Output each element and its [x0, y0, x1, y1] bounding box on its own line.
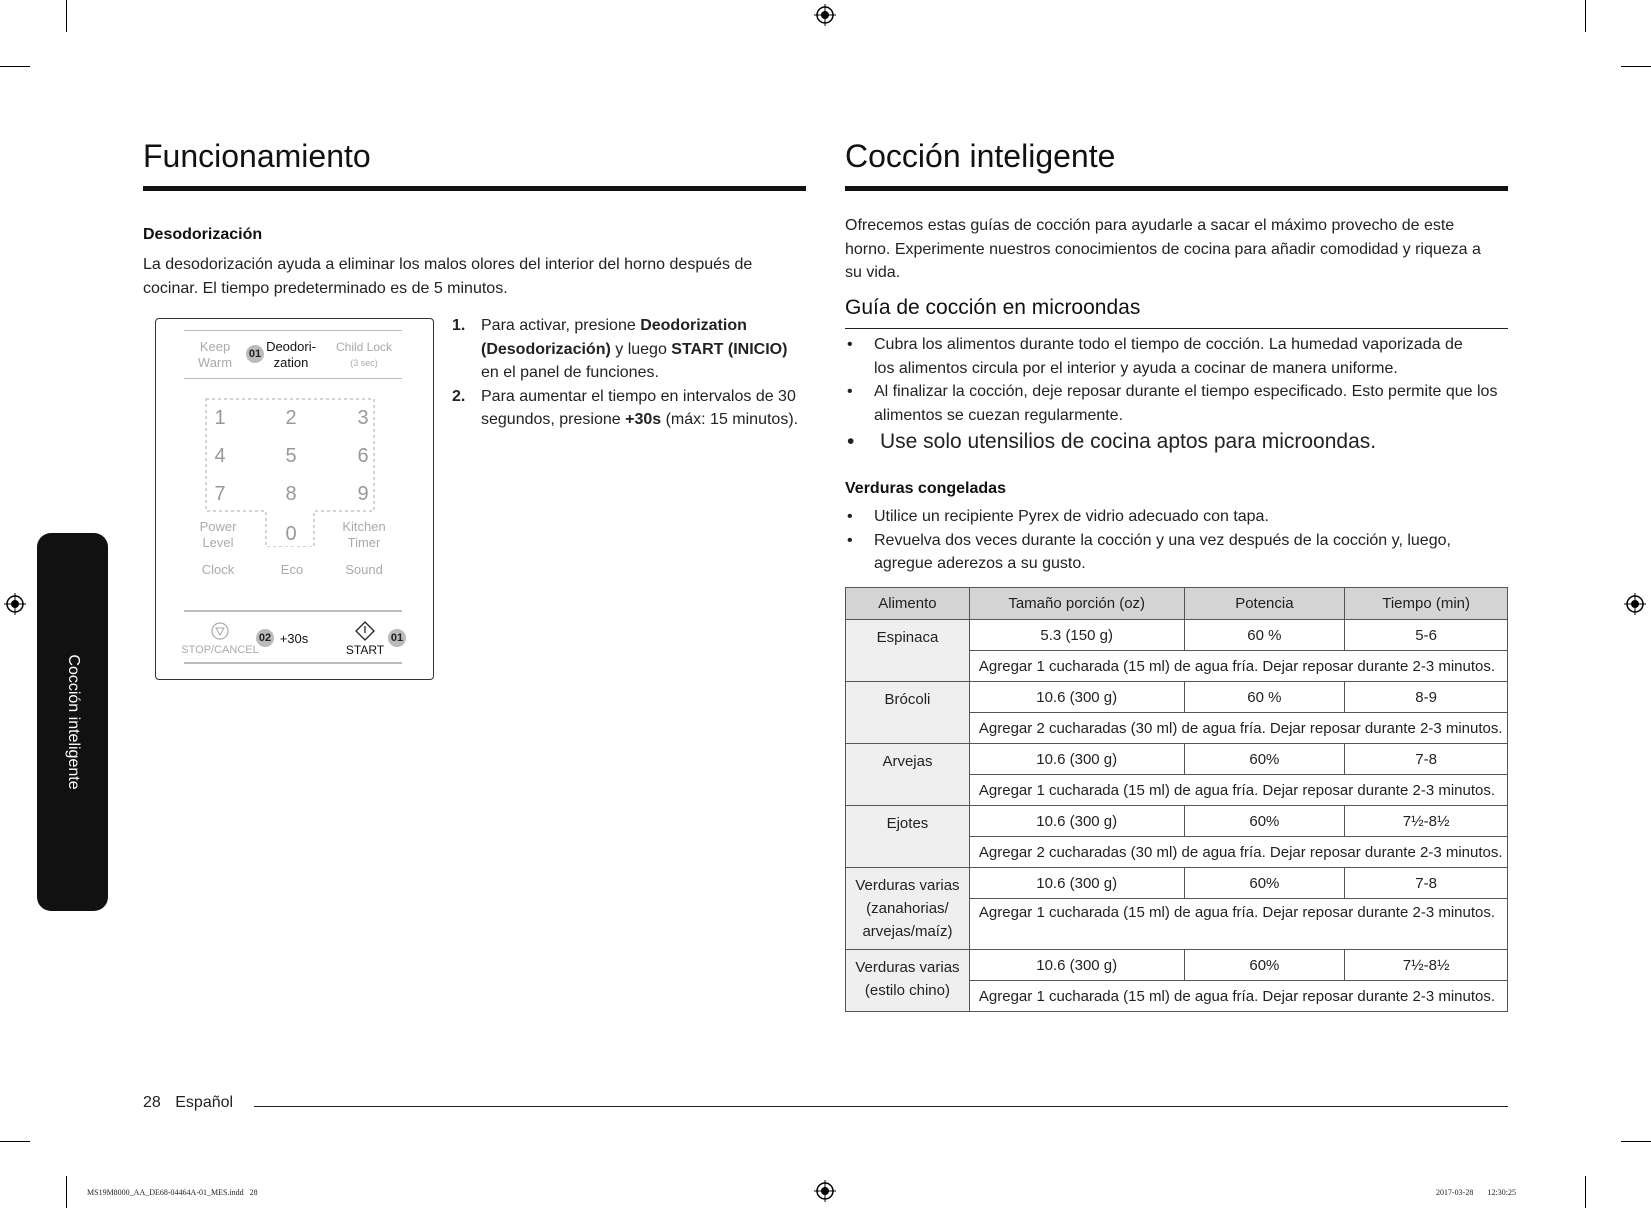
keep-warm-line: Keep — [199, 339, 231, 354]
registration-mark-icon — [814, 4, 836, 26]
size-cell: 10.6 (300 g) — [969, 806, 1184, 837]
step-number: 1. — [452, 317, 466, 334]
print-slug-right: 2017-03-28 ￿ 12:30:25 — [1436, 1188, 1516, 1197]
bullet-item: • Use solo utensilios de cocina aptos para microondas. — [845, 427, 1508, 457]
key-1[interactable]: 1 — [214, 407, 226, 429]
column-header: Alimento — [846, 588, 970, 620]
deodorization-line: Deodori- — [266, 339, 316, 354]
time-cell: 8-9 — [1345, 682, 1508, 713]
note-cell: Agregar 1 cucharada (15 ml) de agua fría. Dejar reposar durante 2-3 minutos. — [969, 899, 1507, 950]
title-rule — [143, 186, 806, 191]
column-header: Potencia — [1184, 588, 1345, 620]
intro-line: La desodorización ayuda a eliminar los malos olores del interior del horno después de — [143, 256, 753, 273]
power-level-line: Level — [202, 535, 234, 550]
deodorization-button[interactable] — [262, 339, 320, 371]
key-2[interactable]: 2 — [285, 407, 297, 429]
frozen-heading: Verduras congeladas — [845, 480, 1006, 497]
key-8[interactable]: 8 — [285, 483, 297, 505]
step-text-bold: Deodorization (Desodorización) — [481, 317, 747, 358]
food-cell: Brócoli — [846, 682, 970, 744]
column-header: Tamaño porción (oz) — [969, 588, 1184, 620]
intro-line: horno. Experimente nuestros conocimientos de cocina para añadir comodidad y riqueza a — [845, 240, 1481, 258]
step-text-bold: START (INICIO) — [671, 340, 788, 358]
child-lock-sub: (3 sec) — [350, 358, 378, 368]
power-cell: 60% — [1184, 868, 1345, 899]
key-0[interactable]: 0 — [285, 523, 297, 545]
step-number: 2. — [452, 387, 466, 405]
table-row — [846, 744, 1508, 775]
intro-line: cocinar. El tiempo predeterminado es de 5 minutos. — [143, 279, 508, 297]
clock-button[interactable]: Clock — [201, 562, 235, 577]
steps-list — [452, 314, 806, 432]
registration-mark-icon — [4, 593, 26, 615]
crop-mark — [1585, 1176, 1586, 1208]
bullet-item: • Al finalizar la cocción, deje reposar durante el tiempo especificado. Esto permite que los alimentos se cuezan regularmente. — [845, 380, 1508, 427]
kitchen-timer-line: Timer — [347, 535, 381, 550]
bullet-item: • Utilice un recipiente Pyrex de vidrio adecuado con tapa. — [845, 505, 1508, 529]
note-cell: Agregar 1 cucharada (15 ml) de agua fría. Dejar reposar durante 2-3 minutos. — [969, 981, 1507, 1012]
time-cell: 5-6 — [1345, 620, 1508, 651]
page-title-right: Cocción inteligente — [845, 138, 1116, 174]
footer-language: Español — [175, 1094, 234, 1111]
start-icon — [355, 621, 375, 641]
footer — [143, 1094, 233, 1112]
note-cell: Agregar 2 cucharadas (30 ml) de agua fría. Dejar reposar durante 2-3 minutos. — [969, 713, 1507, 744]
power-cell: 60% — [1184, 806, 1345, 837]
page-number: 28 — [143, 1094, 161, 1111]
power-cell: 60% — [1184, 744, 1345, 775]
crop-mark — [1621, 1141, 1651, 1142]
crop-mark — [66, 1176, 67, 1208]
intro-paragraph — [143, 253, 806, 300]
kitchen-timer-button[interactable] — [328, 519, 400, 551]
step-text: Para activar, presione — [481, 317, 641, 334]
crop-mark — [0, 1141, 30, 1142]
guide-bullets — [845, 333, 1508, 457]
step-item — [452, 314, 806, 385]
guide-heading: Guía de cocción en microondas — [845, 296, 1141, 319]
eco-button[interactable]: Eco — [280, 562, 304, 577]
key-6[interactable]: 6 — [357, 445, 369, 467]
start-button[interactable]: START — [345, 643, 385, 657]
footer-rule — [254, 1106, 1508, 1107]
heading-rule — [845, 328, 1508, 329]
intro-line: Ofrecemos estas guías de cocción para ayudarle a sacar el máximo provecho de este — [845, 217, 1455, 234]
food-cell: Ejotes — [846, 806, 970, 868]
key-9[interactable]: 9 — [357, 483, 369, 505]
table-row — [846, 806, 1508, 837]
bullet-item: • Revuelva dos veces durante la cocción y una vez después de la cocción y, luego, agregue aderezos a su gusto. — [845, 529, 1508, 576]
table-header-row — [846, 588, 1508, 620]
size-cell: 5.3 (150 g) — [969, 620, 1184, 651]
food-cell: Verduras varias (estilo chino) — [846, 950, 970, 1012]
crop-mark — [1621, 66, 1651, 67]
plus30-button[interactable]: +30s — [279, 631, 309, 646]
step-item — [452, 385, 806, 432]
keep-warm-line: Warm — [197, 355, 233, 370]
power-cell: 60 % — [1184, 682, 1345, 713]
deodorization-line: zation — [273, 355, 309, 370]
crop-mark — [1585, 0, 1586, 32]
table-row — [846, 620, 1508, 651]
sound-button[interactable]: Sound — [345, 562, 383, 577]
table-row — [846, 682, 1508, 713]
note-cell: Agregar 1 cucharada (15 ml) de agua fría. Dejar reposar durante 2-3 minutos. — [969, 775, 1507, 806]
page-title-left: Funcionamiento — [143, 138, 371, 174]
title-rule — [845, 186, 1508, 191]
control-panel-illustration — [155, 318, 434, 680]
time-cell: 7½-8½ — [1345, 806, 1508, 837]
food-cell: Espinaca — [846, 620, 970, 682]
key-4[interactable]: 4 — [214, 445, 226, 467]
stop-cancel-button[interactable]: STOP/CANCEL — [181, 644, 259, 656]
registration-mark-icon — [1624, 593, 1646, 615]
step-text: Para aumentar el tiempo en intervalos de 30 segundos, presione — [481, 387, 796, 428]
note-cell: Agregar 1 cucharada (15 ml) de agua fría. Dejar reposar durante 2-3 minutos. — [969, 651, 1507, 682]
crop-mark — [0, 66, 30, 67]
time-cell: 7-8 — [1345, 868, 1508, 899]
power-level-line: Power — [199, 519, 237, 534]
section-heading: Desodorización — [143, 226, 263, 243]
table-row — [846, 950, 1508, 981]
step-badge: 01 — [246, 345, 264, 363]
size-cell: 10.6 (300 g) — [969, 950, 1184, 981]
crop-mark — [66, 0, 67, 32]
child-lock-text: Child Lock — [335, 340, 393, 354]
step-text: en el panel de funciones. — [481, 364, 659, 381]
time-cell: 7-8 — [1345, 744, 1508, 775]
food-cell: Verduras varias (zanahorias/ arvejas/maíz) — [846, 868, 970, 950]
key-3[interactable]: 3 — [357, 407, 369, 429]
food-cell: Arvejas — [846, 744, 970, 806]
step-text: y luego — [610, 340, 672, 358]
table-row — [846, 868, 1508, 899]
keep-warm-label — [192, 339, 238, 371]
power-cell: 60% — [1184, 950, 1345, 981]
stop-icon — [210, 621, 230, 641]
bullet-item: • Cubra los alimentos durante todo el tiempo de cocción. La humedad vaporizada de los alimentos circula por el interior y ayuda a cocinar de manera uniforme. — [845, 333, 1508, 380]
key-7[interactable]: 7 — [214, 483, 226, 505]
cooking-table — [845, 587, 1508, 1012]
step-text-bold: +30s — [625, 411, 662, 428]
side-tab — [37, 533, 108, 911]
intro-line: su vida. — [845, 264, 901, 281]
note-cell: Agregar 2 cucharadas (30 ml) de agua fría. Dejar reposar durante 2-3 minutos. — [969, 837, 1507, 868]
step-badge: 01 — [388, 629, 406, 647]
time-cell: 7½-8½ — [1345, 950, 1508, 981]
side-tab-label: Cocción inteligente — [64, 654, 82, 790]
step-badge: 02 — [256, 629, 274, 647]
power-level-button[interactable] — [192, 519, 244, 551]
size-cell: 10.6 (300 g) — [969, 868, 1184, 899]
kitchen-timer-line: Kitchen — [342, 519, 386, 534]
column-header: Tiempo (min) — [1345, 588, 1508, 620]
child-lock-label — [328, 339, 400, 371]
key-5[interactable]: 5 — [285, 445, 297, 467]
print-slug-left: MS19M8000_AA_DE68-04464A-01_MES.indd 28 — [87, 1188, 258, 1197]
size-cell: 10.6 (300 g) — [969, 744, 1184, 775]
size-cell: 10.6 (300 g) — [969, 682, 1184, 713]
registration-mark-icon — [814, 1180, 836, 1202]
frozen-bullets — [845, 505, 1508, 576]
step-text: (máx: 15 minutos). — [661, 411, 799, 428]
power-cell: 60 % — [1184, 620, 1345, 651]
intro-paragraph — [845, 214, 1508, 285]
